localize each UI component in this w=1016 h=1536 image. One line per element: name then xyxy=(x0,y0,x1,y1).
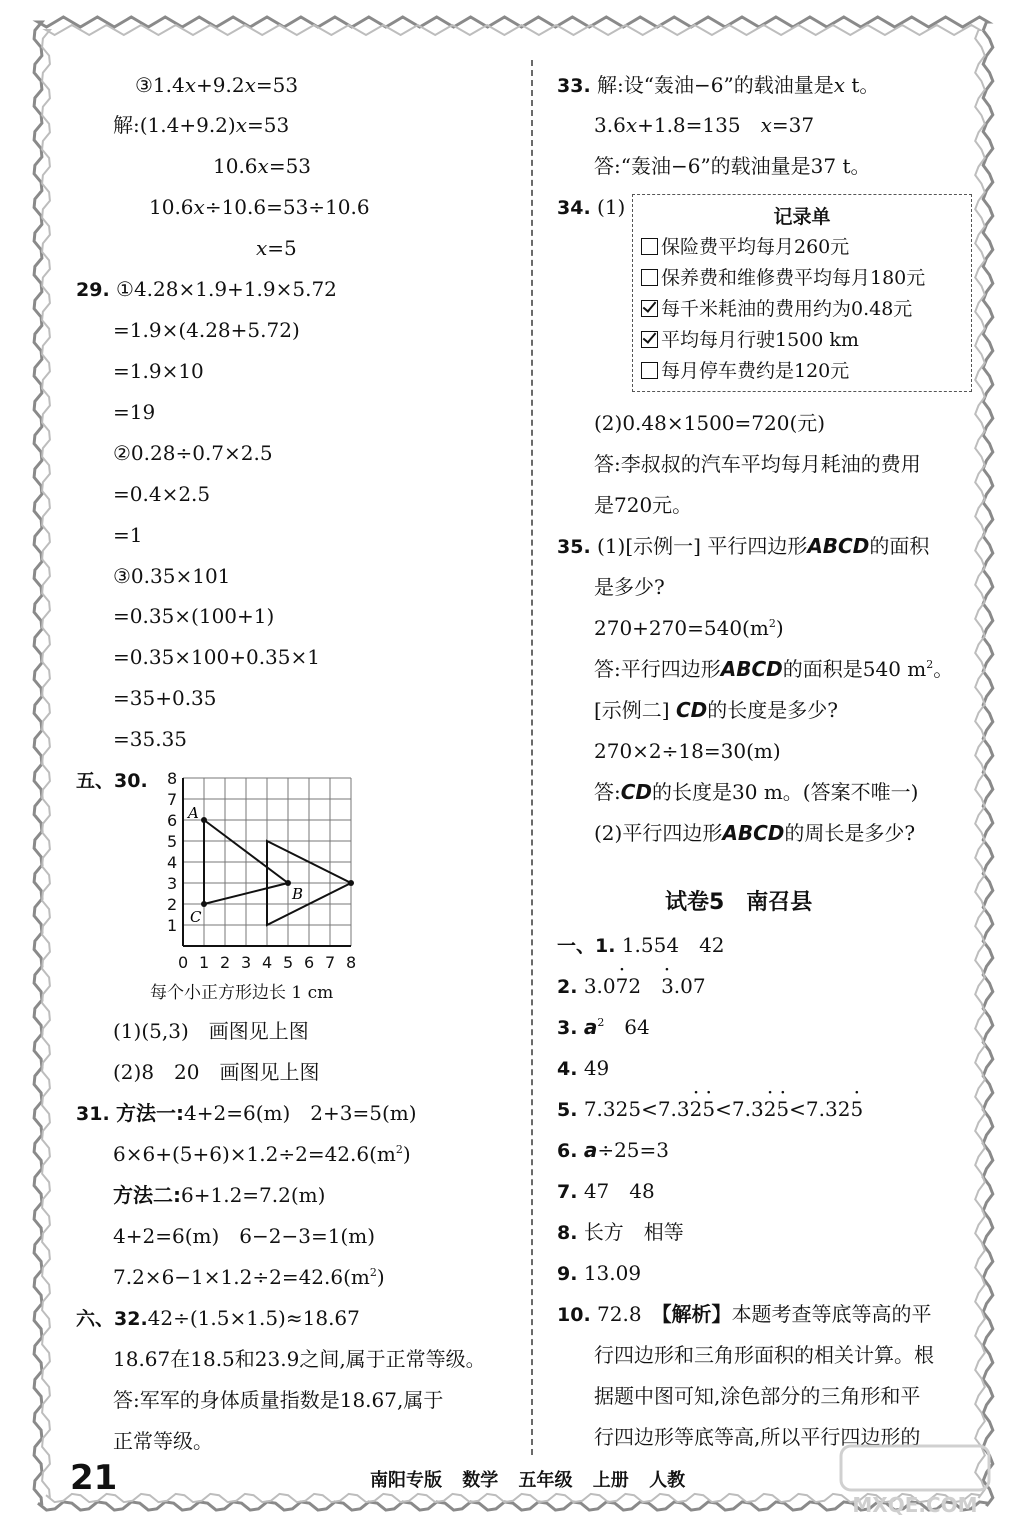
q29-line-5: ②0.28÷0.7×2.5 xyxy=(113,441,273,465)
label-a: A xyxy=(188,804,199,822)
q32-line-4: 正常等级。 xyxy=(113,1429,213,1453)
y-tick-label: 6 xyxy=(167,811,178,830)
p5-q6: 6. a÷25=3 xyxy=(557,1138,670,1162)
q31-line-2: $6\times 6+(5+6)\times 1.2\div 2=42.6(m^2)$ xyxy=(113,1142,411,1166)
record-item-4: 平均每月行驶1500 km xyxy=(641,328,859,352)
q28-step-1: 解:(1.4+9.2)x=53 xyxy=(113,113,290,137)
q32-line-3: 答:军军的身体质量指数是18.67,属于 xyxy=(113,1388,444,1412)
watermark-logo xyxy=(835,1440,995,1520)
p5-q7: 7. 47 48 xyxy=(557,1179,655,1203)
watermark-text: MXQE.COM xyxy=(852,1493,978,1517)
q35-line-6: 270×2÷18=30(m) xyxy=(594,739,781,763)
q30-answer-1: (1)(5,3) 画图见上图 xyxy=(113,1019,309,1043)
p5-q10-line-4: 行四边形等底等高,所以平行四边形的 xyxy=(594,1425,921,1449)
y-tick-label: 1 xyxy=(167,916,178,935)
q30-caption: 每个小正方形边长 1 cm xyxy=(150,983,334,1003)
y-tick-label: 7 xyxy=(167,790,178,809)
p5-q1: 一、1. 1.554 42 xyxy=(557,933,725,957)
record-sheet-title: 记录单 xyxy=(773,206,831,228)
p5-q8: 8. 长方 相等 xyxy=(557,1220,684,1244)
x-tick-label: 3 xyxy=(241,953,252,972)
q29-line-9: =0.35×(100+1) xyxy=(113,604,275,628)
record-item-2: 保养费和维修费平均每月180元 xyxy=(641,266,925,290)
q34-line-3: 答:李叔叔的汽车平均每月耗油的费用 xyxy=(594,452,921,476)
q30-number: 五、30. xyxy=(76,770,148,792)
checkbox-icon xyxy=(641,238,658,255)
x-tick-label: 4 xyxy=(262,953,273,972)
q28-step-3: 10.6x÷10.6=53÷10.6 xyxy=(149,195,370,219)
record-sheet xyxy=(632,194,972,392)
q35-line-5: [示例二] CD的长度是多少? xyxy=(594,698,838,722)
p5-q9: 9. 13.09 xyxy=(557,1261,642,1285)
label-b: B xyxy=(292,885,304,903)
p5-q4: 4. 49 xyxy=(557,1056,610,1080)
x-tick-label: 8 xyxy=(346,953,357,972)
q29-line-8: ③0.35×101 xyxy=(113,564,231,588)
q28-step-4: x=5 xyxy=(256,236,297,260)
p5-q10-line-3: 据题中图可知,涂色部分的三角形和平 xyxy=(594,1384,921,1408)
x-tick-label: 2 xyxy=(220,953,231,972)
x-tick-label: 5 xyxy=(283,953,294,972)
q29-line-4: =19 xyxy=(113,400,156,424)
q34-number: 34. (1) xyxy=(557,195,626,219)
p5-q2: 2. 3.0 · 7 · 2 3.07 xyxy=(557,962,706,998)
section-title: 试卷5 南召县 xyxy=(665,890,813,915)
q28-step-2: 10.6x=53 xyxy=(213,154,312,178)
q33-line-2: 3.6x+1.8=135 x=37 xyxy=(594,113,815,137)
footer-edition: 南阳专版 数学 五年级 上册 人教 xyxy=(370,1470,686,1491)
record-item-3: 每千米耗油的费用约为0.48元 xyxy=(641,297,912,321)
q35-line-1: 35. (1)[示例一] 平行四边形ABCD的面积 xyxy=(557,534,930,558)
point-c xyxy=(201,901,207,907)
q30-grid-diagram xyxy=(160,766,370,976)
q31-line-5: $7.2\times 6-1\times 1.2\div 2=42.6(m^2)$ xyxy=(113,1265,385,1289)
q31-line-1: 31. 方法一:4+2=6(m) 2+3=5(m) xyxy=(76,1101,417,1125)
q33-line-1: 33. 解:设“轰油−6”的载油量是x t。 xyxy=(557,73,880,97)
q35-line-4: 答:平行四边形ABCD的面积是540 $m^2$。 xyxy=(594,657,954,681)
y-tick-label: 5 xyxy=(167,832,178,851)
q29-line-2: =1.9×(4.28+5.72) xyxy=(113,318,300,342)
x-tick-label: 7 xyxy=(325,953,336,972)
q29-line-7: =1 xyxy=(113,523,143,547)
q29-line-10: =0.35×100+0.35×1 xyxy=(113,645,320,669)
checked-checkbox-icon xyxy=(641,300,658,317)
q29-line-12: =35.35 xyxy=(113,727,188,751)
q32-line-1: 六、32.42÷(1.5×1.5)≈18.67 xyxy=(76,1306,360,1330)
q34-line-2: (2)0.48×1500=720(元) xyxy=(594,411,826,435)
y-tick-label: 4 xyxy=(167,853,178,872)
record-item-1: 保险费平均每月260元 xyxy=(641,235,849,259)
checkbox-icon xyxy=(641,269,658,286)
q35-line-7: 答:CD的长度是30 m。(答案不唯一) xyxy=(594,780,919,804)
q29-line-6: =0.4×2.5 xyxy=(113,482,211,506)
checked-checkbox-icon xyxy=(641,331,658,348)
point-b-image xyxy=(348,880,354,886)
q31-line-3: 方法二:6+1.2=7.2(m) xyxy=(113,1183,326,1207)
q31-line-4: 4+2=6(m) 6−2−3=1(m) xyxy=(113,1224,376,1248)
q29-line-3: =1.9×10 xyxy=(113,359,204,383)
record-item-5: 每月停车费约是120元 xyxy=(641,359,849,383)
page-number: 21 xyxy=(70,1458,118,1498)
point-b xyxy=(285,880,291,886)
x-tick-label: 6 xyxy=(304,953,315,972)
q30-answer-2: (2)8 20 画图见上图 xyxy=(113,1060,320,1084)
q32-line-2: 18.67在18.5和23.9之间,属于正常等级。 xyxy=(113,1347,486,1371)
x-tick-label: 1 xyxy=(199,953,210,972)
q29-line-1: 29. ①4.28×1.9+1.9×5.72 xyxy=(76,277,337,301)
x-tick-label: 0 xyxy=(178,953,189,972)
p5-q5: 5. 7.325<7.3 · 2 · 5<7.3 · 2 · 5<7.32 · 5 xyxy=(557,1085,864,1121)
y-tick-label: 3 xyxy=(167,874,178,893)
p5-q10-line-1: 10. 72.8 【解析】本题考查等底等高的平 xyxy=(557,1302,932,1326)
q35-line-3: $270+270=540(m^2)$ xyxy=(594,616,784,640)
q29-line-11: =35+0.35 xyxy=(113,686,217,710)
q28-equation: ③1.4x+9.2x=53 xyxy=(135,73,299,97)
q35-line-8: (2)平行四边形ABCD的周长是多少? xyxy=(594,821,916,845)
column-divider xyxy=(531,60,533,1455)
point-a xyxy=(201,817,207,823)
label-c: C xyxy=(190,908,202,926)
checkbox-icon xyxy=(641,362,658,379)
q33-line-3: 答:“轰油−6”的载油量是37 t。 xyxy=(594,154,871,178)
p5-q3: 3. $a^2$ 64 xyxy=(557,1015,650,1039)
y-tick-label: 8 xyxy=(167,769,178,788)
y-tick-label: 2 xyxy=(167,895,178,914)
q34-line-4: 是720元。 xyxy=(594,493,693,517)
p5-q10-line-2: 行四边形和三角形面积的相关计算。根 xyxy=(594,1343,934,1367)
q35-line-2: 是多少? xyxy=(594,575,665,599)
